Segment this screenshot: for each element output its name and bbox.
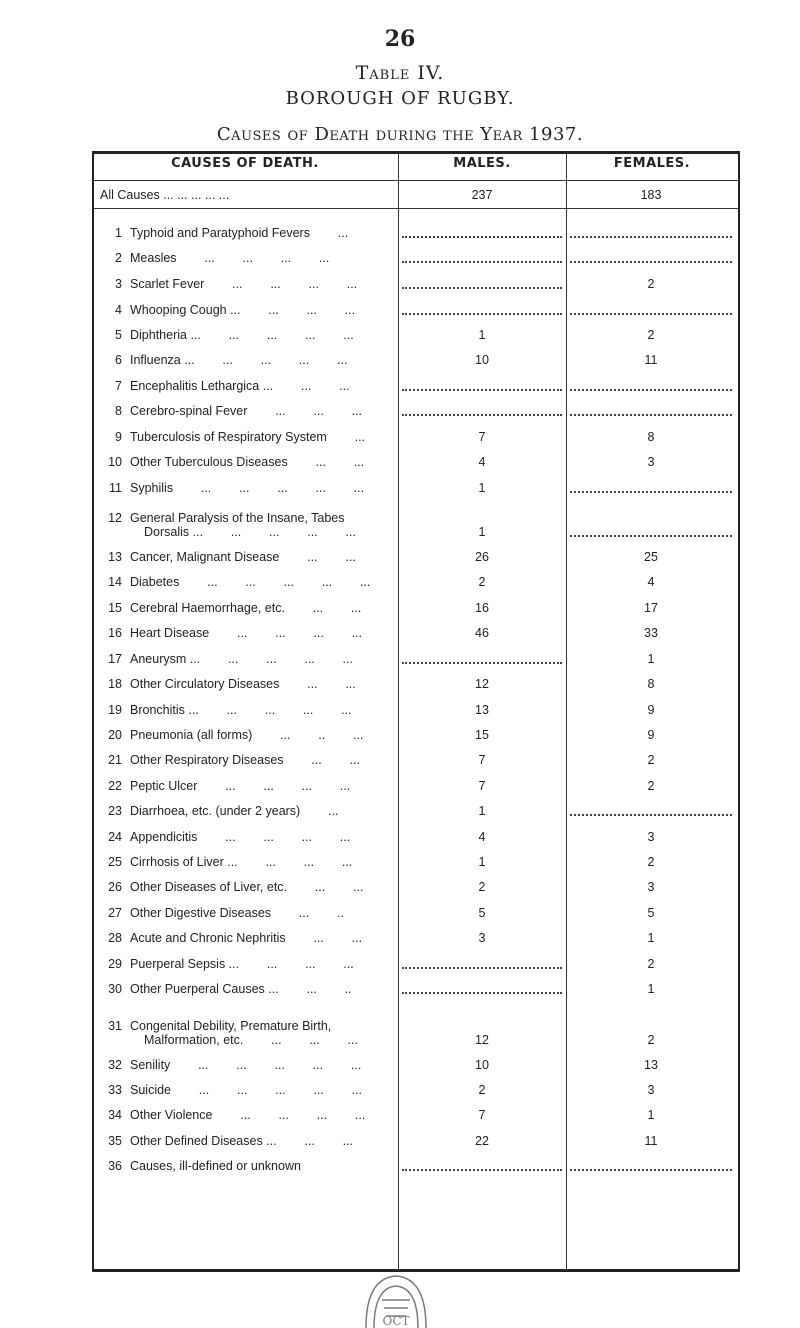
- females-count: 3: [647, 880, 655, 894]
- females-count: 4: [647, 575, 655, 589]
- row-number: 1: [115, 226, 122, 240]
- cause-name: Whooping Cough ... ... ... ...: [130, 303, 356, 317]
- females-count: 8: [647, 677, 655, 691]
- row-number: 29: [108, 957, 122, 971]
- row-number: 4: [115, 303, 122, 317]
- row-number: 24: [108, 830, 122, 844]
- cause-name: Heart Disease ... ... ... ...: [130, 626, 363, 640]
- cause-name: General Paralysis of the Insane, Tabes: [130, 511, 345, 525]
- cause-name: Aneurysm ... ... ... ... ...: [130, 652, 353, 666]
- cause-name: Other Violence ... ... ... ...: [130, 1108, 366, 1122]
- row-number: 14: [108, 575, 122, 589]
- males-count: 7: [478, 779, 486, 793]
- males-count: 2: [478, 575, 486, 589]
- header-males: MALES.: [453, 156, 511, 171]
- row-number: 26: [108, 880, 122, 894]
- cause-name: Cancer, Malignant Disease ... ...: [130, 550, 356, 564]
- cause-name: Tuberculosis of Respiratory System ...: [130, 430, 366, 444]
- cause-name: Scarlet Fever ... ... ... ...: [130, 277, 358, 291]
- row-number: 13: [108, 550, 122, 564]
- borough-title: BOROUGH OF RUGBY.: [285, 88, 515, 109]
- row-number: 34: [108, 1108, 122, 1122]
- row-number: 6: [115, 353, 122, 367]
- row-number: 3: [115, 277, 122, 291]
- row-number: 2: [115, 251, 122, 265]
- header-females: FEMALES.: [613, 156, 691, 171]
- cause-name: Appendicitis ... ... ... ...: [130, 830, 351, 844]
- females-count: 3: [647, 1083, 655, 1097]
- females-empty-dots: [570, 414, 732, 416]
- males-count: 10: [475, 1058, 489, 1072]
- males-count: 5: [478, 906, 486, 920]
- females-count: 1: [647, 982, 655, 996]
- totals-divider: [92, 208, 738, 209]
- females-count: 11: [644, 1134, 658, 1148]
- cause-name-continued: Malformation, etc. ... ... ...: [144, 1033, 358, 1047]
- females-count: 33: [644, 626, 658, 640]
- females-count: 1: [647, 931, 655, 945]
- females-count: 2: [647, 277, 655, 291]
- males-count: 12: [475, 1033, 489, 1047]
- row-number: 16: [108, 626, 122, 640]
- females-count: 25: [644, 550, 658, 564]
- cause-name: Diarrhoea, etc. (under 2 years) ...: [130, 804, 339, 818]
- row-number: 27: [108, 906, 122, 920]
- males-count: 7: [478, 430, 486, 444]
- females-empty-dots: [570, 313, 732, 315]
- cause-name: Bronchitis ... ... ... ... ...: [130, 703, 352, 717]
- cause-name: Acute and Chronic Nephritis ... ...: [130, 931, 363, 945]
- row-number: 32: [108, 1058, 122, 1072]
- males-empty-dots: [402, 662, 562, 664]
- cause-name: Other Respiratory Diseases ... ...: [130, 753, 360, 767]
- females-empty-dots: [570, 814, 732, 816]
- row-number: 21: [108, 753, 122, 767]
- females-count: 2: [647, 855, 655, 869]
- row-number: 22: [108, 779, 122, 793]
- library-stamp-image: [346, 1270, 446, 1328]
- row-number: 19: [108, 703, 122, 717]
- males-count: 1: [478, 804, 486, 818]
- row-number: 9: [115, 430, 122, 444]
- males-count: 7: [478, 1108, 486, 1122]
- row-number: 25: [108, 855, 122, 869]
- males-empty-dots: [402, 1169, 562, 1171]
- males-count: 12: [475, 677, 489, 691]
- stamp-text: OCT: [382, 1314, 410, 1328]
- table-left-border: [92, 154, 94, 1269]
- header-divider: [92, 180, 738, 181]
- males-empty-dots: [402, 967, 562, 969]
- row-number: 20: [108, 728, 122, 742]
- males-empty-dots: [402, 414, 562, 416]
- females-count: 1: [647, 652, 655, 666]
- females-count: 8: [647, 430, 655, 444]
- cause-name: Causes, ill-defined or unknown: [130, 1159, 301, 1173]
- row-number: 23: [108, 804, 122, 818]
- males-count: 22: [475, 1134, 489, 1148]
- females-count: 2: [647, 779, 655, 793]
- row-number: 11: [109, 481, 122, 495]
- cause-name: Pneumonia (all forms) ... .. ...: [130, 728, 364, 742]
- males-empty-dots: [402, 313, 562, 315]
- all-causes-females: 183: [640, 188, 662, 202]
- females-count: 2: [647, 328, 655, 342]
- row-number: 17: [108, 652, 122, 666]
- cause-name: Other Diseases of Liver, etc. ... ...: [130, 880, 364, 894]
- males-count: 7: [478, 753, 486, 767]
- row-number: 15: [108, 601, 122, 615]
- females-empty-dots: [570, 491, 732, 493]
- row-number: 12: [108, 511, 122, 525]
- header-causes: CAUSES OF DEATH.: [171, 156, 319, 171]
- males-count: 2: [478, 1083, 486, 1097]
- males-empty-dots: [402, 287, 562, 289]
- females-count: 1: [647, 1108, 655, 1122]
- cause-name: Other Puerperal Causes ... ... ..: [130, 982, 352, 996]
- table-label: Table IV.: [355, 62, 445, 84]
- row-number: 30: [108, 982, 122, 996]
- females-count: 3: [647, 830, 655, 844]
- page-number: 26: [384, 26, 416, 52]
- males-empty-dots: [402, 236, 562, 238]
- cause-name-continued: Dorsalis ... ... ... ... ...: [144, 525, 356, 539]
- cause-name: Influenza ... ... ... ... ...: [130, 353, 348, 367]
- males-count: 10: [475, 353, 489, 367]
- females-empty-dots: [570, 389, 732, 391]
- row-number: 33: [108, 1083, 122, 1097]
- row-number: 31: [108, 1019, 122, 1033]
- females-empty-dots: [570, 236, 732, 238]
- row-number: 28: [108, 931, 122, 945]
- males-count: 4: [478, 455, 486, 469]
- causes-of-death-table: [92, 151, 740, 1272]
- cause-name: Cerebro-spinal Fever ... ... ...: [130, 404, 363, 418]
- females-empty-dots: [570, 535, 732, 537]
- males-count: 1: [478, 481, 486, 495]
- males-count: 1: [478, 328, 486, 342]
- males-empty-dots: [402, 261, 562, 263]
- females-count: 2: [647, 753, 655, 767]
- cause-name: Other Circulatory Diseases ... ...: [130, 677, 356, 691]
- cause-name: Congenital Debility, Premature Birth,: [130, 1019, 332, 1033]
- all-causes-label: All Causes ... ... ... ... ...: [100, 188, 230, 202]
- cause-name: Senility ... ... ... ... ...: [130, 1058, 362, 1072]
- cause-name: Peptic Ulcer ... ... ... ...: [130, 779, 351, 793]
- males-count: 1: [478, 525, 486, 539]
- females-empty-dots: [570, 1169, 732, 1171]
- table-subtitle: Causes of Death during the Year 1937.: [216, 124, 584, 145]
- row-number: 5: [115, 328, 122, 342]
- males-count: 16: [475, 601, 489, 615]
- all-causes-males: 237: [471, 188, 493, 202]
- cause-name: Other Digestive Diseases ... ..: [130, 906, 344, 920]
- cause-name: Encephalitis Lethargica ... ... ...: [130, 379, 350, 393]
- row-number: 7: [115, 379, 122, 393]
- females-count: 11: [644, 353, 658, 367]
- females-count: 9: [647, 703, 655, 717]
- females-count: 5: [647, 906, 655, 920]
- cause-name: Other Tuberculous Diseases ... ...: [130, 455, 365, 469]
- cause-name: Cerebral Haemorrhage, etc. ... ...: [130, 601, 362, 615]
- cause-name: Suicide ... ... ... ... ...: [130, 1083, 363, 1097]
- cause-name: Cirrhosis of Liver ... ... ... ...: [130, 855, 353, 869]
- cause-name: Diabetes ... ... ... ... ...: [130, 575, 371, 589]
- cause-name: Syphilis ... ... ... ... ...: [130, 481, 365, 495]
- row-number: 36: [108, 1159, 122, 1173]
- females-count: 9: [647, 728, 655, 742]
- males-count: 1: [478, 855, 486, 869]
- row-number: 35: [108, 1134, 122, 1148]
- males-count: 46: [475, 626, 489, 640]
- females-count: 2: [647, 1033, 655, 1047]
- males-count: 26: [475, 550, 489, 564]
- males-count: 2: [478, 880, 486, 894]
- cause-name: Other Defined Diseases ... ... ...: [130, 1134, 353, 1148]
- males-count: 4: [478, 830, 486, 844]
- females-count: 17: [644, 601, 658, 615]
- row-number: 10: [108, 455, 122, 469]
- row-number: 8: [115, 404, 122, 418]
- females-count: 3: [647, 455, 655, 469]
- females-empty-dots: [570, 261, 732, 263]
- males-count: 15: [475, 728, 489, 742]
- males-count: 3: [478, 931, 486, 945]
- males-empty-dots: [402, 389, 562, 391]
- cause-name: Puerperal Sepsis ... ... ... ...: [130, 957, 354, 971]
- females-count: 2: [647, 957, 655, 971]
- females-count: 13: [644, 1058, 658, 1072]
- males-count: 13: [475, 703, 489, 717]
- row-number: 18: [108, 677, 122, 691]
- males-empty-dots: [402, 992, 562, 994]
- cause-name: Typhoid and Paratyphoid Fevers ...: [130, 226, 349, 240]
- cause-name: Measles ... ... ... ...: [130, 251, 330, 265]
- cause-name: Diphtheria ... ... ... ... ...: [130, 328, 354, 342]
